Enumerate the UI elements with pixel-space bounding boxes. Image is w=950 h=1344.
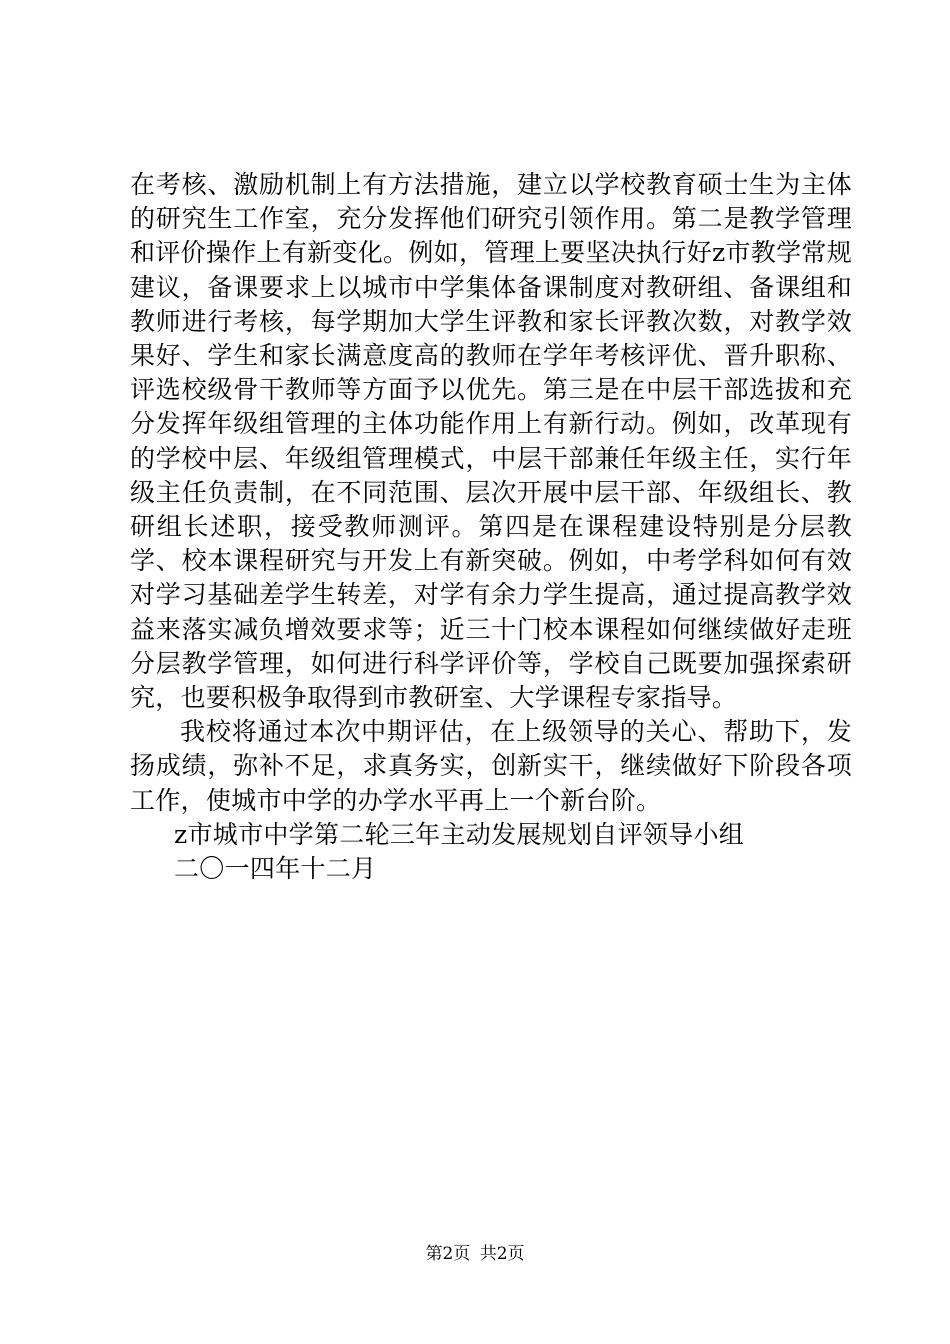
signature-date: 二〇一四年十二月 (174, 854, 377, 884)
body-paragraph-2: 我校将通过本次中期评估，在上级领导的关心、帮助下，发扬成绩，弥补不足，求真务实，创新实干，继续做好下阶段各项工作，使城市中学的办学水平再上一个新台阶。 (130, 717, 852, 815)
page-number: 第2页 (425, 1244, 471, 1264)
page-total: 共2页 (479, 1244, 525, 1264)
body-paragraph-1: 在考核、激励机制上有方法措施，建立以学校教育硕士生为主体的研究生工作室，充分发挥他们研究引领作用。第二是教学管理和评价操作上有新变化。例如，管理上要坚决执行好z市教学常规建议，备课要求上以城市中学集体备课制度对教研组、备课组和教师进行考核，每学期加大学生评教和家长评教次数，对教学效果好、学生和家长满意度高的教师在学年考核评优、晋升职称、评选校级骨干教师等方面予以优先。第三是在中层干部选拔和充分发挥年级组管理的主体功能作用上有新行动。例如，改革现有的学校中层、年级组管理模式，中层干部兼任年级主任，实行年级主任负责制，在不同范围、层次开展中层干部、年级组长、教研组长述职，接受教师测评。第四是在课程建设特别是分层教学、校本课程研究与开发上有新突破。例如，中考学科如何有效对学习基础差学生转差，对学有余力学生提高，通过提高教学效益来落实减负增效要求等；近三十门校本课程如何继续做好走班分层教学管理，如何进行科学评价等，学校自己既要加强探索研究，也要积极争取得到市教研室、大学课程专家指导。 (130, 170, 852, 713)
document-body (130, 168, 852, 886)
page-footer (0, 1243, 950, 1265)
signature-organization: z市城市中学第二轮三年主动发展规划自评领导小组 (174, 819, 745, 849)
